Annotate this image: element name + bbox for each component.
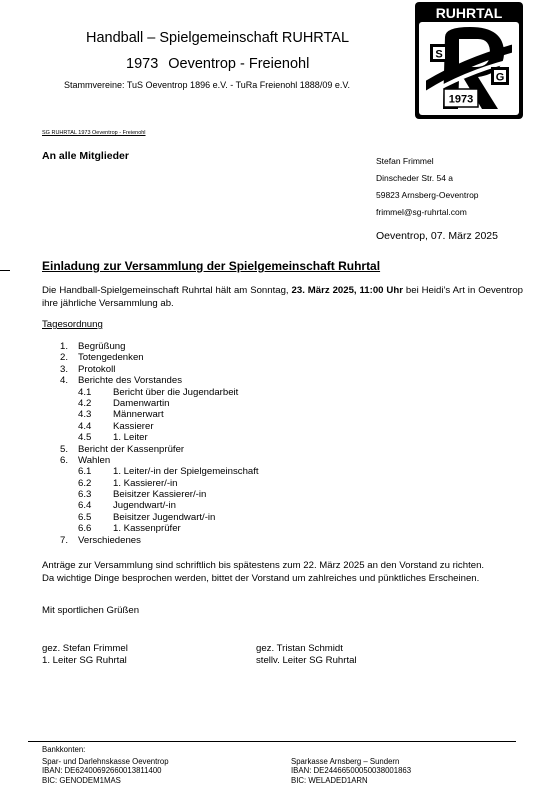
agenda-item-label: Totengedenken bbox=[78, 352, 144, 364]
agenda-subitem bbox=[60, 409, 259, 420]
svg-text:G: G bbox=[495, 71, 505, 84]
agenda-subitem bbox=[60, 512, 259, 523]
bank-name: Sparkasse Arnsberg – Sundern bbox=[291, 757, 400, 766]
agenda-item-label: Bericht der Kassenprüfer bbox=[78, 443, 185, 455]
signature-name: gez. Stefan Frimmel bbox=[42, 643, 128, 654]
sender-email: frimmel@sg-ruhrtal.com bbox=[376, 207, 467, 217]
meeting-datetime: 23. März 2025, 11:00 Uhr bbox=[291, 285, 403, 296]
agenda-item-label: Protokoll bbox=[78, 363, 116, 375]
bank-name: Spar- und Darlehnskasse Oeventrop bbox=[42, 757, 169, 766]
agenda-subitem-label: Männerwart bbox=[113, 409, 164, 421]
intro-text-start: Die Handball-Spielgemeinschaft Ruhrtal hält am Sonntag, bbox=[42, 285, 292, 296]
agenda-subitem-label: Jugendwart/-in bbox=[113, 500, 176, 512]
footer-divider bbox=[28, 741, 516, 742]
agenda-heading: Tagesordnung bbox=[42, 319, 103, 330]
bank-bic: BIC: GENODEM1MAS bbox=[42, 775, 121, 785]
closing-line-2: Da wichtige Dinge besprochen werden, bittet der Vorstand um zahlreiches und pünktliches Erscheinen. bbox=[42, 573, 480, 584]
agenda-subitem-number: 4.2 bbox=[78, 397, 92, 409]
bank-iban: IBAN: DE24466500050038001863 bbox=[291, 766, 412, 776]
svg-text:S: S bbox=[435, 48, 443, 61]
agenda-subitem bbox=[60, 387, 259, 398]
agenda-subitem-label: Beisitzer Jugendwart/-in bbox=[113, 511, 216, 523]
agenda-subitem-number: 6.1 bbox=[78, 466, 92, 478]
club-city: Oeventrop - Freienohl bbox=[168, 56, 310, 72]
agenda-subitem-number: 6.3 bbox=[78, 489, 92, 501]
agenda-subitem-number: 4.3 bbox=[78, 409, 92, 421]
closing-paragraph bbox=[42, 559, 532, 585]
fold-mark bbox=[0, 270, 10, 271]
letter-date: Oeventrop, 07. März 2025 bbox=[376, 230, 498, 242]
agenda-item-number: 7. bbox=[60, 534, 69, 546]
recipient: An alle Mitglieder bbox=[42, 150, 129, 162]
parent-clubs: Stammvereine: TuS Oeventrop 1896 e.V. - TuRa Freienohl 1888/09 e.V. bbox=[64, 80, 351, 90]
agenda-subitem-label: Beisitzer Kassierer/-in bbox=[113, 489, 207, 501]
agenda-item-number: 6. bbox=[60, 454, 69, 466]
signature-block-1 bbox=[42, 643, 128, 667]
club-logo bbox=[414, 1, 524, 120]
agenda-item-number: 1. bbox=[60, 341, 69, 352]
signature-role: stellv. Leiter SG Ruhrtal bbox=[256, 655, 357, 666]
agenda-subitem-number: 6.4 bbox=[78, 500, 92, 512]
agenda-item-number: 5. bbox=[60, 443, 69, 455]
agenda-item bbox=[60, 455, 259, 466]
agenda-item-number: 4. bbox=[60, 375, 69, 387]
club-year-city bbox=[126, 56, 309, 72]
agenda-item-label: Begrüßung bbox=[78, 341, 126, 352]
agenda-item bbox=[60, 341, 259, 352]
agenda-item bbox=[60, 444, 259, 455]
intro-text-end: bei Heidi’s Art in Oeventrop ihre jährliche Versammlung ab. bbox=[42, 285, 523, 309]
bank-bic: BIC: WELADED1ARN bbox=[291, 775, 368, 785]
sender-city: 59823 Arnsberg-Oeventrop bbox=[376, 190, 479, 200]
agenda-item-number: 2. bbox=[60, 352, 69, 364]
agenda-item bbox=[60, 375, 259, 386]
closing-line-1: Anträge zur Versammlung sind schriftlich bis spätestens zum 22. März 2025 an den Vorstand zu richten. bbox=[42, 560, 485, 571]
sender-name: Stefan Frimmel bbox=[376, 156, 434, 166]
sender-street: Dinscheder Str. 54 a bbox=[376, 173, 454, 183]
agenda-subitem bbox=[60, 489, 259, 500]
agenda-subitem-label: Damenwartin bbox=[113, 397, 170, 409]
agenda-subitem bbox=[60, 398, 259, 409]
agenda-subitem-label: 1. Leiter/-in der Spielgemeinschaft bbox=[113, 466, 259, 478]
agenda-subitem bbox=[60, 500, 259, 511]
agenda-subitem-number: 6.2 bbox=[78, 477, 92, 489]
agenda-item bbox=[60, 352, 259, 363]
signature-name: gez. Tristan Schmidt bbox=[256, 643, 343, 654]
agenda-item-label: Wahlen bbox=[78, 454, 111, 466]
agenda-item-label: Verschiedenes bbox=[78, 534, 141, 546]
agenda-subitem-number: 6.6 bbox=[78, 523, 92, 535]
logo-year: 1973 bbox=[448, 93, 474, 106]
logo-top-text: RUHRTAL bbox=[435, 5, 503, 21]
signature-block-2 bbox=[256, 643, 357, 667]
agenda-subitem-number: 4.4 bbox=[78, 420, 92, 432]
agenda-subitem-number: 6.5 bbox=[78, 511, 92, 523]
bank-heading: Bankkonten: bbox=[42, 745, 86, 754]
letter-title: Einladung zur Versammlung der Spielgemeinschaft Ruhrtal bbox=[42, 259, 381, 273]
bank-account-2 bbox=[291, 757, 411, 785]
agenda-item bbox=[60, 364, 259, 375]
agenda-subitem-number: 4.1 bbox=[78, 386, 92, 398]
agenda-item-label: Berichte des Vorstandes bbox=[78, 375, 182, 387]
agenda-subitem bbox=[60, 466, 259, 477]
agenda-subitem bbox=[60, 523, 259, 534]
bank-account-1 bbox=[42, 757, 169, 785]
agenda-subitem-label: 1. Kassierer/-in bbox=[113, 477, 178, 489]
agenda-item bbox=[60, 535, 259, 546]
club-name: Handball – Spielgemeinschaft RUHRTAL bbox=[86, 30, 350, 46]
agenda-subitem bbox=[60, 478, 259, 489]
agenda-subitem-label: 1. Leiter bbox=[113, 432, 148, 444]
return-address-line: SG RUHRTAL 1973 Oeventrop - Freienohl bbox=[42, 130, 146, 136]
greeting: Mit sportlichen Grüßen bbox=[42, 605, 140, 616]
intro-paragraph bbox=[42, 284, 523, 310]
agenda-subitem-label: Kassierer bbox=[113, 420, 154, 432]
agenda-item-number: 3. bbox=[60, 363, 69, 375]
agenda-subitem bbox=[60, 421, 259, 432]
agenda-subitem-label: Bericht über die Jugendarbeit bbox=[113, 386, 239, 398]
signature-role: 1. Leiter SG Ruhrtal bbox=[42, 655, 127, 666]
bank-iban: IBAN: DE62400692660013811400 bbox=[42, 766, 162, 776]
agenda-subitem-number: 4.5 bbox=[78, 432, 92, 444]
agenda-list bbox=[60, 341, 259, 546]
agenda-subitem bbox=[60, 432, 259, 443]
founding-year: 1973 bbox=[126, 56, 159, 72]
agenda-subitem-label: 1. Kassenprüfer bbox=[113, 523, 181, 535]
